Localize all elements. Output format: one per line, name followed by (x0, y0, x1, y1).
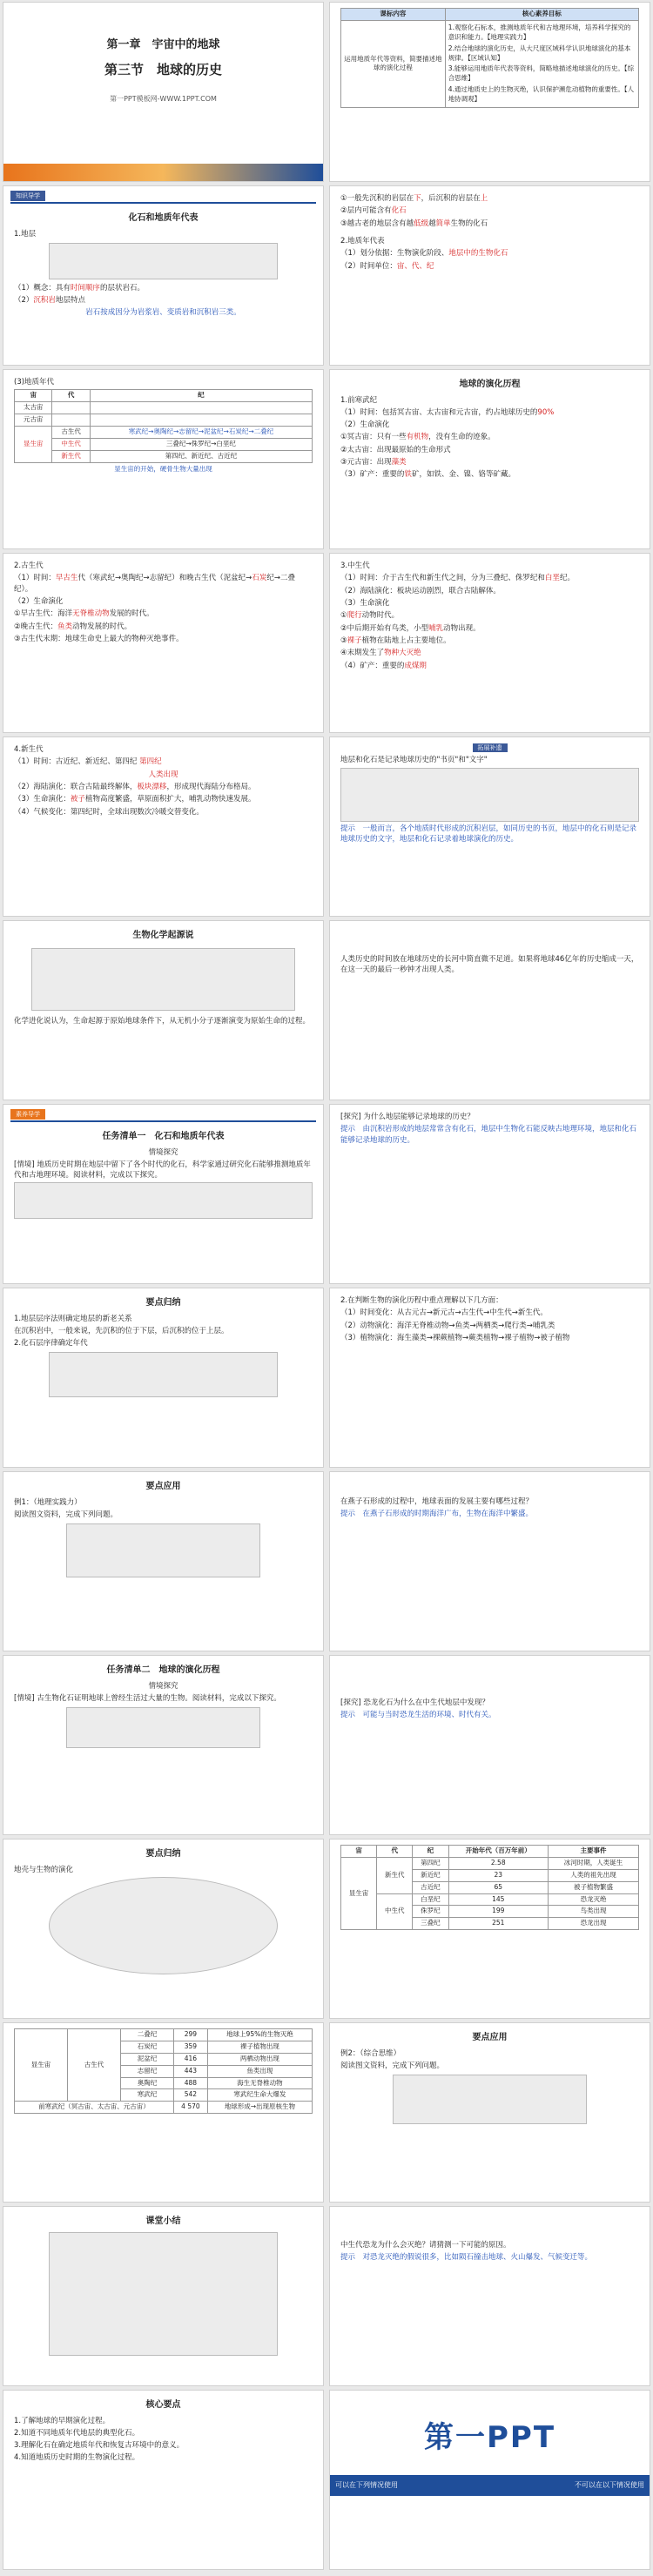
answer-text: 简单 (435, 219, 451, 228)
slide-15 (3, 1288, 324, 1468)
slide-28 (329, 2390, 650, 2570)
heading: 2.古生代 (14, 562, 44, 570)
table-cell: 二叠纪 (121, 2029, 174, 2041)
table-cell: 地球形成→出现原核生物 (207, 2102, 312, 2114)
question-text: 中生代恐龙为什么会灭绝？请猜测一下可能的原因。 (340, 2241, 511, 2250)
answer-text: 铁 (404, 470, 412, 480)
list-item: 4.通过地质史上的生物灭绝，认识保护濒危动植物的重要性。【人地协调观】 (448, 85, 635, 103)
table-cell: 中生代 (52, 438, 90, 450)
text: ②太古宙：出现最原始的生命形式 (340, 445, 451, 454)
table-cell: 寒武纪生命大爆发 (207, 2089, 312, 2102)
flow-diagram (31, 948, 295, 1011)
slide-subtitle: 要点归纳 (145, 1298, 181, 1308)
text: （1）概念：具有 (14, 283, 71, 293)
brand-logo: 第一PPT (423, 2420, 556, 2455)
table-cell: 显生宙 (341, 1857, 377, 1929)
answer-text: 时间顺序 (70, 283, 100, 293)
answer-text: 爬行 (347, 611, 362, 621)
table-cell: 443 (174, 2065, 208, 2077)
slide-subtitle: 要点归纳 (145, 1849, 181, 1859)
slide-21 (3, 1839, 324, 2019)
slide-9 (3, 736, 324, 917)
fossil-image (66, 1707, 260, 1748)
text: 越 (428, 219, 436, 228)
answer-text: 上 (480, 194, 488, 203)
answer-text: 藻类 (391, 458, 407, 467)
question-text: [探究] 恐龙化石为什么在中生代地层中发现？ (340, 1698, 489, 1707)
answer-text: 被子 (70, 795, 85, 804)
table-header: 宙 (15, 390, 52, 402)
slide-subtitle: 核心要点 (145, 2400, 181, 2410)
answer-text: 下 (414, 194, 421, 203)
table-cell: 359 (174, 2041, 208, 2053)
slide-10 (329, 736, 650, 917)
text: （1）划分依据：生物演化阶段、 (340, 249, 449, 259)
era-table (340, 1845, 639, 1930)
decoration-bar (3, 164, 323, 181)
text: ③ (340, 636, 347, 645)
text: 动物出现。 (443, 623, 481, 633)
slide-12 (329, 920, 650, 1100)
list-item: 1.了解地球的早期演化过程。 (14, 2416, 111, 2425)
objectives-table (340, 8, 639, 108)
heading: 2.在判断生物的演化历程中重点理解以下几方面： (340, 1296, 503, 1305)
text: （4）矿产：重要的 (340, 661, 405, 670)
text: （1）时间： (14, 574, 56, 583)
table-cell: 251 (448, 1918, 548, 1930)
strata-diagram (49, 1352, 278, 1397)
text: （3）生命演化 (340, 598, 390, 608)
text: （1）时间：包括冥古宙、太古宙和元古宙，约占地球历史的 (340, 407, 538, 417)
answer-text: 提示 由沉积岩形成的地层常常含有化石，地层中生物化石能反映古地理环境，地层和化石能够记录地球的历史。 (340, 1125, 637, 1145)
table-cell: 显生宙 (15, 426, 52, 462)
slide-5 (3, 369, 324, 549)
text: 在沉积岩中，一般来说，先沉积的位于下层，后沉积的位于上层。 (14, 1326, 229, 1335)
slide-24 (329, 2022, 650, 2203)
answer-text: 白垩 (544, 574, 560, 583)
note-text: 岩石按成因分为岩浆岩、变质岩和沉积岩三类。 (85, 308, 241, 318)
text: （2）海陆演化：板块运动剧烈，联合古陆解体。 (340, 586, 501, 595)
table-cell: 23 (448, 1869, 548, 1881)
slide-subtitle: 生物化学起源说 (132, 931, 194, 940)
table-header: 宙 (341, 1846, 377, 1858)
slide-header (10, 1108, 316, 1122)
table-cell: 冰河时期，人类诞生 (548, 1857, 638, 1869)
strata-image (14, 1182, 313, 1219)
table-header: 纪 (90, 390, 312, 402)
site-text: 第一PPT模板网-WWW.1PPT.COM (110, 94, 217, 103)
text: ，形成现代海陆分布格局。 (166, 782, 256, 791)
text: （3）植物演化：海生藻类→裸蕨植物→蕨类植物→裸子植物→被子植物 (340, 1333, 570, 1342)
question-text: [探究] 为什么地层能够记录地球的历史？ (340, 1113, 475, 1121)
text: 动物时代。 (361, 611, 400, 621)
slide-19 (3, 1655, 324, 1835)
text: ，没有生命的迹象。 (428, 433, 495, 442)
slide-17 (3, 1471, 324, 1651)
heading: 1.前寒武纪 (340, 395, 378, 405)
answer-text: 成煤期 (404, 661, 427, 670)
table-cell: 299 (174, 2029, 208, 2041)
table-cell: 2.58 (448, 1857, 548, 1869)
table-cell: 显生宙 (15, 2029, 68, 2102)
era-table (14, 2028, 313, 2114)
text: （1）时间：介于古生代和新生代之间，分为三叠纪、侏罗纪和 (340, 574, 545, 583)
slide-cover (3, 2, 324, 182)
slide-objectives (329, 2, 650, 182)
slide-22 (329, 1839, 650, 2019)
heading: 1.地层 (14, 229, 37, 239)
text: （1）时间：古近纪、新近纪、第四纪 (14, 757, 138, 767)
table-cell: 4 570 (174, 2102, 208, 2114)
answer-text: 裸子 (347, 636, 362, 645)
fossil-image (393, 2075, 587, 2124)
slide-18 (329, 1471, 650, 1651)
text: 的层状岩石。 (99, 283, 145, 293)
table-cell: 鱼类出现 (207, 2065, 312, 2077)
list-item: 1.观察化石标本，推测地质年代和古地理环境，培养科学探究的意识和能力。【地理实践力】 (448, 23, 631, 41)
text: （4）气候变化：第四纪时，全球出现数次冷暖交替变化。 (14, 807, 204, 817)
text: 动物发展的时代。 (72, 622, 132, 631)
strata-image (49, 243, 278, 279)
text: 2.化石层序律确定年代 (14, 1339, 88, 1349)
table-header: 代 (52, 390, 90, 402)
text: ②层内可能含有 (340, 206, 392, 216)
answer-text: 第四纪 (139, 757, 162, 767)
note-text: 人类出现 (148, 770, 178, 779)
table-cell: 白垩纪 (413, 1893, 448, 1906)
table-header: 代 (377, 1846, 413, 1858)
text: ，后沉积的岩层在 (421, 194, 481, 203)
text: （2）生命演化 (340, 420, 390, 430)
text: 人类历史的时间放在地球历史的长河中简直微不足道。如果将地球46亿年的历史缩成一天，在这一天的最后一秒钟才出现人类。 (340, 955, 639, 975)
table-cell: 恐龙出现 (548, 1918, 638, 1930)
slide-20 (329, 1655, 650, 1835)
answer-text: 沉积岩 (33, 296, 56, 306)
table-cell: 石炭纪 (121, 2041, 174, 2053)
answer-text: 提示 一般而言，各个地质时代形成的沉积岩层，如同历史的书页，地层中的化石则是记录地球历史的文字，地层和化石记录着地球演化的历史。 (340, 824, 637, 844)
text: ②晚古生代： (14, 622, 58, 631)
text: （2）动物演化：海洋无脊椎动物→鱼类→两栖类→爬行类→哺乳类 (340, 1321, 555, 1330)
table-cell: 新近纪 (413, 1869, 448, 1881)
text: ②中后期开始有鸟类，小型 (340, 623, 429, 633)
slide-header (10, 190, 316, 204)
answer-text: 宙、代、纪 (396, 261, 434, 271)
answer-text: 板块漂移 (137, 782, 167, 791)
text: 纪。 (559, 574, 575, 583)
answer-text: 物种大灭绝 (384, 649, 421, 658)
table-cell: 古近纪 (413, 1881, 448, 1893)
heading: 4.新生代 (14, 745, 44, 754)
footer-text: 可以在下列情况使用 (335, 2481, 398, 2490)
slide-subtitle: 任务清单二 地球的演化历程 (106, 1665, 220, 1675)
slide-14 (329, 1104, 650, 1284)
text: （1）时间变化：从古元古→新元古→古生代→中生代→新生代。 (340, 1308, 548, 1318)
table-header: 课标内容 (341, 9, 446, 21)
heading: 情境探究 (148, 1681, 178, 1691)
table-cell: 地球上95%的生物灭绝 (207, 2029, 312, 2041)
text: 代（寒武纪→奥陶纪→志留纪）和晚古生代（泥盆纪→ (77, 574, 252, 583)
heading: 情境探究 (148, 1147, 178, 1157)
text: ①早古生代：海洋 (14, 609, 73, 619)
slide-subtitle: 任务清单一 化石和地质年代表 (102, 1132, 225, 1141)
text: 生物的化石 (450, 219, 488, 228)
footer-text: 不可以在以下情况使用 (575, 2481, 644, 2490)
table-cell: 被子植物繁盛 (548, 1881, 638, 1893)
text: 纪→二叠纪）。 (14, 574, 295, 594)
table-cell: 运用地质年代等资料，简要描述地球的演化过程 (341, 20, 446, 107)
table-cell (445, 20, 638, 107)
text: [情境] 地质历史时期在地层中留下了各个时代的化石，科学家通过研究化石能够推测地质年代和古地理环境。阅读材料，完成以下探究。 (14, 1160, 311, 1180)
table-cell: 第四纪 (413, 1857, 448, 1869)
heading: 1.地层层序法则确定地层的新老关系 (14, 1314, 132, 1323)
answer-text: 无脊椎动物 (72, 609, 110, 619)
table-cell: 145 (448, 1893, 548, 1906)
slide-subtitle: 地球的演化历程 (459, 380, 521, 389)
text: ③越古老的地层含有越 (340, 219, 414, 228)
answer-text: 低级 (414, 219, 429, 228)
table-header: 主要事件 (548, 1846, 638, 1858)
slide-4 (329, 185, 650, 366)
fossil-image (66, 1523, 260, 1577)
table-cell: 鸟类出现 (548, 1906, 638, 1918)
table-cell: 新生代 (377, 1857, 413, 1893)
answer-text: 90% (537, 407, 555, 417)
answer-text: 化石 (391, 206, 407, 216)
text: 阅读图文资料，完成下列问题。 (340, 2061, 445, 2070)
text: （2） (14, 296, 34, 306)
table-cell: 古生代 (52, 426, 90, 438)
text: ①冥古宙：只有一些 (340, 433, 407, 442)
table-cell: 65 (448, 1881, 548, 1893)
slide-26 (329, 2206, 650, 2386)
text: （2）海陆演化：联合古陆最终解体， (14, 782, 138, 791)
text: ④末期发生了 (340, 649, 385, 658)
geologic-table (14, 389, 313, 462)
strata-diagram (340, 768, 639, 822)
heading: 例1：（地理实践力） (14, 1497, 82, 1507)
text: ③元古宙：出现 (340, 458, 392, 467)
answer-text: 提示 在燕子石形成的时期海洋广布，生物在海洋中繁盛。 (340, 1510, 534, 1519)
chapter-title: 第一章 宇宙中的地球 (106, 38, 220, 51)
table-cell: 志留纪 (121, 2065, 174, 2077)
slide-13 (3, 1104, 324, 1284)
table-cell: 第四纪、新近纪、古近纪 (90, 450, 312, 462)
summary-mindmap (49, 2232, 278, 2356)
table-cell: 新生代 (52, 450, 90, 462)
list-item: 3.能够运用地质年代表等资料，简略地描述地球演化的历史。【综合思维】 (448, 64, 635, 83)
text: （3）矿产：重要的 (340, 470, 405, 480)
table-cell: 太古宙 (15, 402, 52, 414)
answer-text: 早古生 (55, 574, 78, 583)
brand-footer (330, 2475, 650, 2496)
text: （2）时间单位： (340, 261, 397, 271)
text: 植物在陆地上占主要地位。 (361, 636, 451, 645)
table-cell: 恐龙灭绝 (548, 1893, 638, 1906)
list-item: 3.理解化石在确定地质年代和恢复古环境中的意义。 (14, 2441, 185, 2451)
answer-text: 地层中的生物化石 (448, 249, 508, 259)
table-header: 纪 (413, 1846, 448, 1858)
section-tag: 素养导学 (10, 1109, 45, 1120)
slide-7 (3, 553, 324, 733)
spiral-diagram (49, 1877, 278, 1974)
text: 发展的时代。 (109, 609, 154, 619)
table-cell: 542 (174, 2089, 208, 2102)
list-item: 4.知道地质历史时期的生物演化过程。 (14, 2453, 140, 2463)
table-cell: 裸子植物出现 (207, 2041, 312, 2053)
table-cell: 奥陶纪 (121, 2077, 174, 2089)
slide-11 (3, 920, 324, 1100)
table-cell: 侏罗纪 (413, 1906, 448, 1918)
heading: 地壳与生物的演化 (14, 1865, 74, 1874)
answer-text: 有机物 (406, 433, 429, 442)
heading: (3)地质年代 (14, 378, 55, 387)
slide-8 (329, 553, 650, 733)
slide-25 (3, 2206, 324, 2386)
slide-27 (3, 2390, 324, 2570)
list-item: 2.结合地球的演化历史，从大尺度区域科学认识地球演化的基本规律。【区域认知】 (448, 44, 631, 62)
table-cell: 416 (174, 2053, 208, 2065)
text: 化学进化说认为，生命起源于原始地球条件下，从无机小分子逐渐演变为原始生命的过程。 (14, 1016, 311, 1026)
text: 矿，如铁、金、镍、铬等矿藏。 (411, 470, 515, 480)
table-cell: 元古宙 (15, 414, 52, 427)
text: ③古生代末期：地球生命史上最大的物种灭绝事件。 (14, 634, 184, 643)
table-cell: 中生代 (377, 1893, 413, 1930)
text: 植物高度繁盛，草原面积扩大，哺乳动物快速发展。 (84, 795, 256, 804)
table-cell: 海生无脊椎动物 (207, 2077, 312, 2089)
slide-subtitle: 化石和地质年代表 (128, 213, 199, 223)
section-title: 第三节 地球的历史 (104, 61, 222, 77)
text: （2）生命演化 (14, 596, 64, 606)
table-cell: 三叠纪 (413, 1918, 448, 1930)
text: [情境] 古生物化石证明地球上曾经生活过大量的生物。阅读材料，完成以下探究。 (14, 1693, 281, 1703)
slide-subtitle: 要点应用 (145, 1482, 181, 1491)
text: （3）生命演化： (14, 795, 71, 804)
slide-subtitle: 要点应用 (472, 2033, 508, 2042)
table-cell: 488 (174, 2077, 208, 2089)
table-cell: 前寒武纪（冥古宙、太古宙、元古宙） (15, 2102, 174, 2114)
slide-subtitle: 课堂小结 (145, 2216, 181, 2226)
question-text: 在燕子石形成的过程中，地球表面的发展主要有哪些过程？ (340, 1497, 534, 1506)
table-cell: 寒武纪 (121, 2089, 174, 2102)
answer-text: 提示 可能与当时恐龙生活的环境、时代有关。 (340, 1711, 496, 1720)
table-cell: 人类的祖先出现 (548, 1869, 638, 1881)
table-cell: 寒武纪→奥陶纪→志留纪→泥盆纪→石炭纪→二叠纪 (90, 426, 312, 438)
table-header: 核心素养目标 (445, 9, 638, 21)
table-cell: 199 (448, 1906, 548, 1918)
answer-text: 石炭 (252, 574, 267, 583)
heading: 地层和化石是记录地球历史的"书页"和"文字" (340, 756, 488, 765)
note-text: 显生宙的开始，硬骨生物大量出现 (114, 464, 212, 473)
slide-16 (329, 1288, 650, 1468)
heading: 3.中生代 (340, 562, 370, 570)
section-tag: 拓展补遗 (473, 743, 508, 752)
text: 地层特点 (55, 296, 85, 306)
text: 阅读图文资料，完成下列问题。 (14, 1510, 118, 1519)
table-cell: 泥盆纪 (121, 2053, 174, 2065)
text: ① (340, 611, 347, 621)
heading: 例2：（综合思维） (340, 2048, 401, 2058)
slide-6 (329, 369, 650, 549)
table-header: 开始年代（百万年前） (448, 1846, 548, 1858)
slide-23 (3, 2022, 324, 2203)
answer-text: 提示 对恐龙灭绝的假说很多，比如陨石撞击地球、火山爆发、气候变迁等。 (340, 2253, 593, 2263)
answer-text: 鱼类 (57, 622, 73, 631)
slide-3 (3, 185, 324, 366)
section-tag: 知识导学 (10, 191, 45, 201)
table-cell: 古生代 (68, 2029, 121, 2102)
answer-text: 哺乳 (428, 623, 444, 633)
list-item: 2.知道不同地质年代地层的典型化石。 (14, 2428, 140, 2438)
table-cell: 三叠纪→侏罗纪→白垩纪 (90, 438, 312, 450)
text: ①一般先沉积的岩层在 (340, 194, 414, 203)
table-cell: 两栖动物出现 (207, 2053, 312, 2065)
heading: 2.地质年代表 (340, 236, 385, 245)
